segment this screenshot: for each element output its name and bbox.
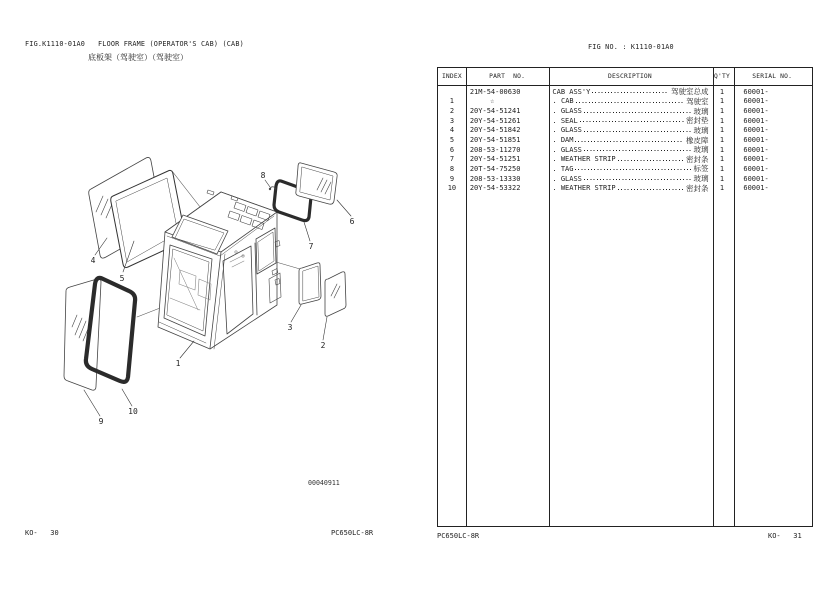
cell-qty: 1 [719, 97, 725, 106]
table-row [438, 183, 812, 193]
description-en: CAB ASS'Y [552, 87, 591, 96]
cell-qty: 1 [719, 174, 725, 183]
cell-serial: 60001- [743, 126, 769, 135]
figure-number: FIG.K1110-01A0 [25, 40, 86, 48]
cell-index: 1 [449, 97, 455, 106]
callout-6: 6 [349, 217, 355, 226]
cell-serial: 60001- [743, 184, 769, 193]
cell-qty: 1 [719, 136, 725, 145]
cell-part: 20T-54-75250 [469, 164, 521, 173]
cell-index: 8 [449, 164, 455, 173]
dot-leader [575, 141, 684, 142]
description-en: . GLASS [552, 126, 582, 135]
fig-no-label: FIG NO. : K1110-01A0 [588, 43, 674, 51]
cell-part: 20Y-54-51261 [469, 116, 521, 125]
description-zh: 密封条 [686, 154, 709, 164]
description-en: . GLASS [552, 107, 582, 116]
cell-index: 9 [449, 174, 455, 183]
cell-qty: 1 [719, 116, 725, 125]
dot-leader [584, 179, 692, 180]
cell-index: 5 [449, 136, 455, 145]
description-zh: 驾驶室 [686, 96, 709, 106]
description-zh: 玻璃 [693, 125, 709, 135]
callout-8: 8 [260, 171, 266, 180]
callout-1: 1 [175, 359, 181, 368]
cell-serial: 60001- [743, 164, 769, 173]
cell-part: 208-53-13330 [469, 174, 521, 183]
description-zh: 橡皮障 [686, 135, 709, 145]
dot-leader [584, 112, 692, 113]
cell-description [548, 183, 711, 194]
cell-part: 20Y-54-51241 [469, 107, 521, 116]
glass-panel-3 [299, 263, 321, 305]
cell-index: 6 [449, 145, 455, 154]
dot-leader [576, 102, 684, 103]
description-zh: 密封条 [686, 183, 709, 193]
description-zh: 驾驶室总成 [671, 87, 709, 97]
table-header-row [438, 68, 812, 86]
header-part-no: PART NO. [489, 73, 526, 80]
callout-10: 10 [128, 407, 138, 416]
callout-4: 4 [90, 256, 96, 265]
dot-leader [618, 189, 684, 190]
cell-qty: 1 [719, 87, 725, 96]
cell-part: 208-53-11270 [469, 145, 521, 154]
table-body [438, 87, 812, 193]
footer-right-model: PC650LC-8R [437, 532, 480, 540]
cell-qty: 1 [719, 145, 725, 154]
description-zh: 玻璃 [693, 145, 709, 155]
callout-5: 5 [119, 274, 125, 283]
description-en: . WEATHER STRIP [552, 155, 616, 164]
description-zh: 密封垫 [686, 116, 709, 126]
callout-9: 9 [98, 417, 104, 426]
parts-table [437, 67, 813, 527]
footer-left-model: PC650LC-8R [331, 529, 374, 537]
cell-qty: 1 [719, 107, 725, 116]
description-en: . TAG [552, 164, 574, 173]
cell-index: 4 [449, 126, 455, 135]
figure-title-en: FLOOR FRAME (OPERATOR'S CAB) (CAB) [97, 40, 244, 48]
cell-part: 20Y-54-53322 [469, 184, 521, 193]
callout-2: 2 [320, 341, 326, 350]
dot-leader [575, 169, 691, 170]
glass-panel-2 [325, 272, 346, 317]
cell-part: ☆ [490, 97, 495, 106]
cell-serial: 60001- [743, 87, 769, 96]
description-zh: 玻璃 [693, 106, 709, 116]
description-en: . DAM [552, 136, 574, 145]
description-zh: 标签 [693, 164, 709, 174]
cell-qty: 1 [719, 126, 725, 135]
cell-serial: 60001- [743, 174, 769, 183]
description-en: . WEATHER STRIP [552, 184, 616, 193]
footer-right-page-no: KO- 31 [768, 532, 802, 540]
cell-serial: 60001- [743, 155, 769, 164]
cell-index: 3 [449, 116, 455, 125]
description-zh: 玻璃 [693, 174, 709, 184]
dot-leader [584, 131, 692, 132]
cell-qty: 1 [719, 184, 725, 193]
dot-leader [580, 121, 684, 122]
description-en: . SEAL [552, 116, 578, 125]
callout-3: 3 [287, 323, 293, 332]
cell-part: 20Y-54-51851 [469, 136, 521, 145]
description-en: . GLASS [552, 145, 582, 154]
header-index: INDEX [441, 73, 462, 80]
dot-leader [584, 150, 692, 151]
description-en: . CAB [552, 97, 574, 106]
footer-left-page-no: KO- 30 [25, 529, 59, 537]
cell-serial: 60001- [743, 107, 769, 116]
cell-index: 7 [449, 155, 455, 164]
cell-serial: 60001- [743, 136, 769, 145]
dot-leader [618, 160, 684, 161]
cell-serial: 60001- [743, 116, 769, 125]
header-serial-no: SERIAL NO. [752, 73, 793, 80]
cell-part: 21M-54-00630 [469, 87, 521, 96]
cell-serial: 60001- [743, 145, 769, 154]
glass-panel-6 [296, 163, 337, 204]
cell-serial: 60001- [743, 97, 769, 106]
cell-qty: 1 [719, 164, 725, 173]
cell-qty: 1 [719, 155, 725, 164]
description-en: . GLASS [552, 174, 582, 183]
drawing-number: 00040911 [308, 479, 340, 487]
callout-7: 7 [308, 242, 314, 251]
cell-part: 20Y-54-51842 [469, 126, 521, 135]
dot-leader [592, 92, 669, 93]
cell-part: 20Y-54-51251 [469, 155, 521, 164]
cell-index: 2 [449, 107, 455, 116]
header-description: DESCRIPTION [608, 73, 652, 80]
figure-title-zh: 底板架（驾驶室）（驾驶室） [88, 53, 188, 62]
cell-index: 10 [447, 184, 457, 193]
header-qty: Q'TY [713, 73, 730, 80]
